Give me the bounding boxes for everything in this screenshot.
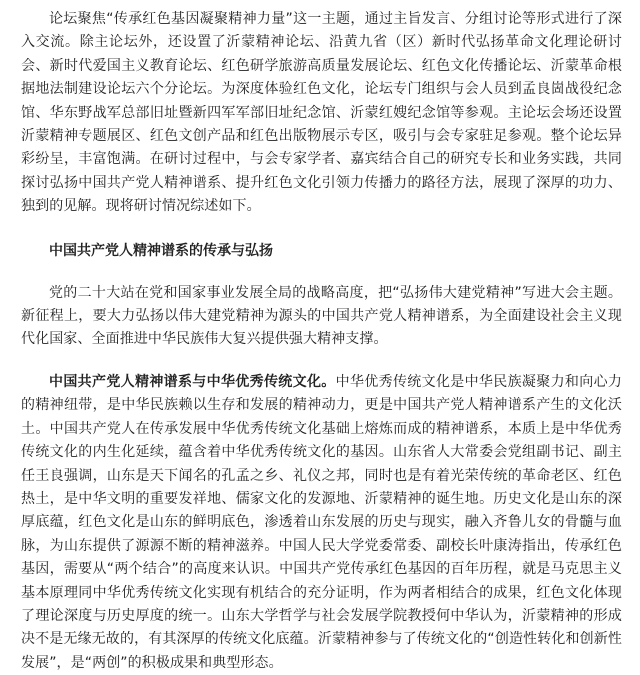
article xyxy=(21,8,622,675)
subsection-lead: 中国共产党人精神谱系与中华优秀传统文化。 xyxy=(49,373,336,390)
section-intro-paragraph: 党的二十大站在党和国家事业发展全局的战略高度，把“弘扬伟大建党精神”写进大会主题。新征程上，要大力弘扬以伟大建党精神为源头的中国共产党人精神谱系，为全面建设社会主义现代化国家、全面推进中华民族伟大复兴提供强大精神支撑。 xyxy=(21,284,622,348)
section-heading: 中国共产党人精神谱系的传承与弘扬 xyxy=(49,242,273,259)
subsection-body: 中华优秀传统文化是中华民族凝聚力和向心力的精神纽带，是中华民族赖以生存和发展的精神动力，更是中国共产党人精神谱系产生的文化沃土。中国共产党人在传承发展中华优秀传统文化基础上熔炼而成的精神谱系，本质上是中华优秀传统文化的内生化延续，蕴含着中华优秀传统文化的基因。山东省人大常委会党组副书记、副主任王良强调，山东是天下闻名的孔孟之乡、礼仪之邦，同时也是有着光荣传统的革命老区、红色热土，是中华文明的重要发祥地、儒家文化的发源地、沂蒙精神的诞生地。历史文化是山东的深厚底蕴，红色文化是山东的鲜明底色，渗透着山东发展的历史与现实，融入齐鲁儿女的骨髓与血脉，为山东提供了源源不断的精神滋养。中国人民大学党委常委、副校长叶康涛指出，传承红色基因，需要从“两个结合”的高度来认识。中国共产党传承红色基因的百年历程，就是马克思主义基本原理同中华优秀传统文化实现有机结合的充分证明，作为两者相结合的成果，红色文化体现了理论深度与历史厚度的统一。山东大学哲学与社会发展学院教授何中华认为，沂蒙精神的形成决不是无缘无故的，有其深厚的传统文化底蕴。沂蒙精神参与了传统文化的“创造性转化和创新性发展”，是“两创”的积极成果和典型形态。 xyxy=(21,373,623,671)
intro-paragraph: 论坛聚焦“传承红色基因凝聚精神力量”这一主题，通过主旨发言、分组讨论等形式进行了深入交流。除主论坛外，还设置了沂蒙精神论坛、沿黄九省（区）新时代弘扬革命文化理论研讨会、新时代爱国主义教育论坛、红色研学旅游高质量发展论坛、红色文化传播论坛、沂蒙革命根据地法制建设论坛六个分论坛。为深度体验红色文化，论坛专门组织与会人员到孟良崮战役纪念馆、华东野战军总部旧址暨新四军军部旧址纪念馆、沂蒙红嫂纪念馆等参观。主论坛会场还设置沂蒙精神专题展区、红色文创产品和红色出版物展示专区，吸引与会专家驻足参观。整个论坛异彩纷呈，丰富饱满。在研讨过程中，与会专家学者、嘉宾结合自己的研究专长和业务实践，共同探讨弘扬中国共产党人精神谱系、提升红色文化引领力传播力的路径方法，展现了深厚的功力、独到的见解。现将研讨情况综述如下。 xyxy=(21,11,622,215)
subsection-paragraph xyxy=(21,371,622,675)
